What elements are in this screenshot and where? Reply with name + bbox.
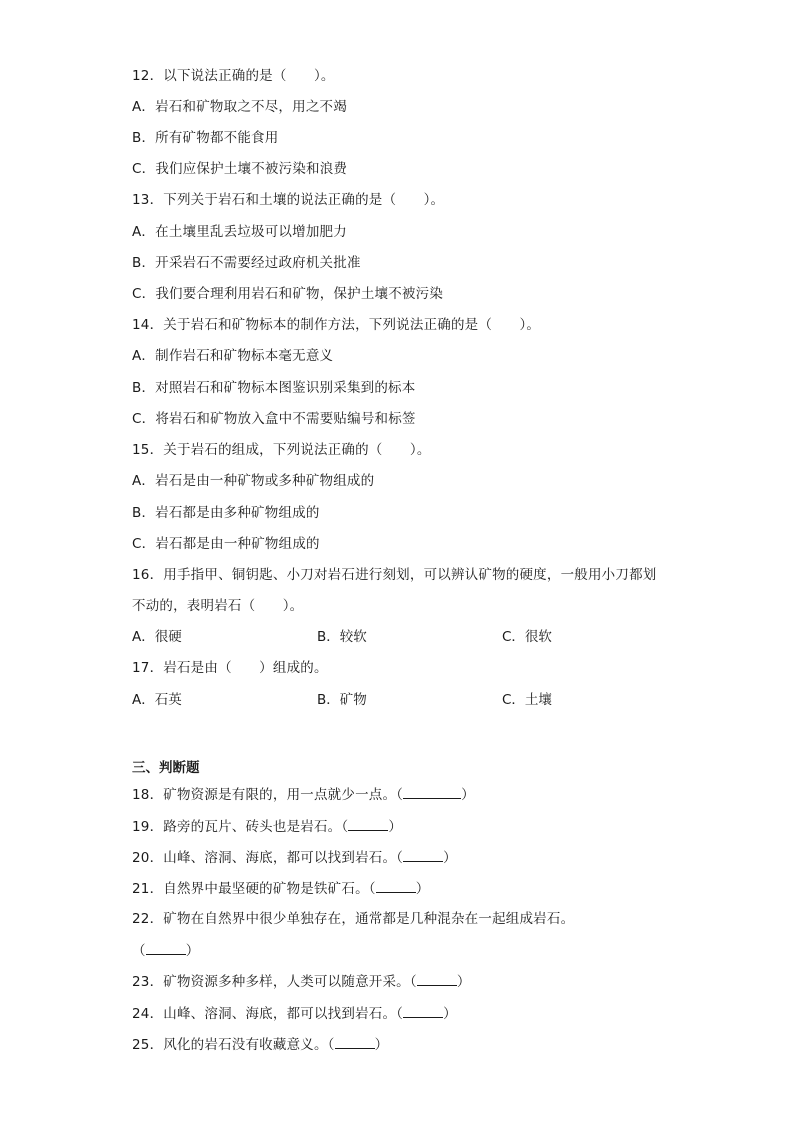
- close-paren: ）: [443, 1006, 457, 1022]
- answer-blank-19[interactable]: [348, 816, 388, 831]
- answer-blank-22[interactable]: [146, 940, 186, 955]
- judge-question-18: [132, 784, 475, 805]
- question-12-option-a: A．岩石和矿物取之不尽，用之不竭: [132, 99, 347, 115]
- section-3-title: 三、判断题: [132, 760, 200, 776]
- answer-blank-20[interactable]: [403, 847, 443, 862]
- close-paren: ）: [185, 943, 200, 959]
- judge-question-21-text: 21．自然界中最坚硬的矿物是铁矿石。（: [132, 881, 376, 897]
- judge-question-24-text: 24．山峰、溶洞、海底，都可以找到岩石。（: [132, 1006, 404, 1022]
- question-13-option-c: C．我们要合理利用岩石和矿物，保护土壤不被污染: [132, 286, 444, 302]
- question-12-option-c: C．我们应保护土壤不被污染和浪费: [132, 161, 348, 177]
- question-16-stem-line1: 16．用手指甲、铜钥匙、小刀对岩石进行刻划，可以辨认矿物的硬度，一般用小刀都划: [132, 567, 657, 583]
- open-paren: （: [132, 943, 146, 959]
- question-17-option-a: A．石英: [132, 692, 182, 708]
- close-paren: ）: [443, 850, 457, 866]
- question-13-option-a: A．在土壤里乱丢垃圾可以增加肥力: [132, 224, 347, 240]
- question-14-option-c: C．将岩石和矿物放入盒中不需要贴编号和标签: [132, 411, 416, 427]
- judge-question-24: [132, 1003, 457, 1024]
- question-16-option-b: B．较软: [317, 629, 367, 645]
- question-15-option-b: B．岩石都是由多种矿物组成的: [132, 505, 320, 521]
- question-13-stem: 13．下列关于岩石和土壤的说法正确的是（ ）。: [132, 192, 445, 208]
- question-15-option-c: C．岩石都是由一种矿物组成的: [132, 536, 320, 552]
- judge-question-25: [132, 1034, 388, 1055]
- question-15-stem: 15．关于岩石的组成，下列说法正确的（ ）。: [132, 442, 431, 458]
- judge-question-25-text: 25．风化的岩石没有收藏意义。（: [132, 1037, 335, 1053]
- answer-blank-24[interactable]: [403, 1003, 443, 1018]
- judge-question-20-text: 20．山峰、溶洞、海底，都可以找到岩石。（: [132, 850, 404, 866]
- close-paren: ）: [374, 1037, 389, 1053]
- judge-question-20: [132, 847, 457, 868]
- question-14-option-b: B．对照岩石和矿物标本图鉴识别采集到的标本: [132, 380, 416, 396]
- question-14-option-a: A．制作岩石和矿物标本毫无意义: [132, 348, 334, 364]
- judge-question-23-text: 23．矿物资源多种多样，人类可以随意开采。（: [132, 974, 417, 990]
- judge-question-21: [132, 878, 429, 899]
- judge-question-23: [132, 971, 471, 992]
- question-16-option-c: C．很软: [502, 629, 552, 645]
- question-12-stem: 12．以下说法正确的是（ ）。: [132, 68, 335, 84]
- close-paren: ）: [461, 787, 475, 803]
- answer-blank-25[interactable]: [335, 1034, 375, 1049]
- close-paren: ）: [388, 819, 403, 835]
- question-12-option-b: B．所有矿物都不能食用: [132, 130, 279, 146]
- judge-question-19-text: 19．路旁的瓦片、砖头也是岩石。（: [132, 819, 349, 835]
- judge-question-22-line2: [132, 940, 199, 961]
- question-14-stem: 14．关于岩石和矿物标本的制作方法，下列说法正确的是（ ）。: [132, 317, 541, 333]
- answer-blank-18[interactable]: [403, 784, 461, 799]
- judge-question-19: [132, 816, 402, 837]
- judge-question-22-line1: 22．矿物在自然界中很少单独存在，通常都是几种混杂在一起组成岩石。: [132, 911, 575, 927]
- question-17-stem: 17．岩石是由（ ）组成的。: [132, 660, 328, 676]
- answer-blank-23[interactable]: [417, 971, 457, 986]
- question-16-option-a: A．很硬: [132, 629, 182, 645]
- question-15-option-a: A．岩石是由一种矿物或多种矿物组成的: [132, 473, 375, 489]
- answer-blank-21[interactable]: [376, 878, 416, 893]
- close-paren: ）: [415, 881, 430, 897]
- close-paren: ）: [456, 974, 471, 990]
- question-17-option-c: C．土壤: [502, 692, 552, 708]
- question-16-stem-line2: 不动的，表明岩石（ ）。: [132, 598, 304, 614]
- judge-question-18-text: 18．矿物资源是有限的，用一点就少一点。（: [132, 787, 404, 803]
- question-13-option-b: B．开采岩石不需要经过政府机关批准: [132, 255, 361, 271]
- question-17-option-b: B．矿物: [317, 692, 367, 708]
